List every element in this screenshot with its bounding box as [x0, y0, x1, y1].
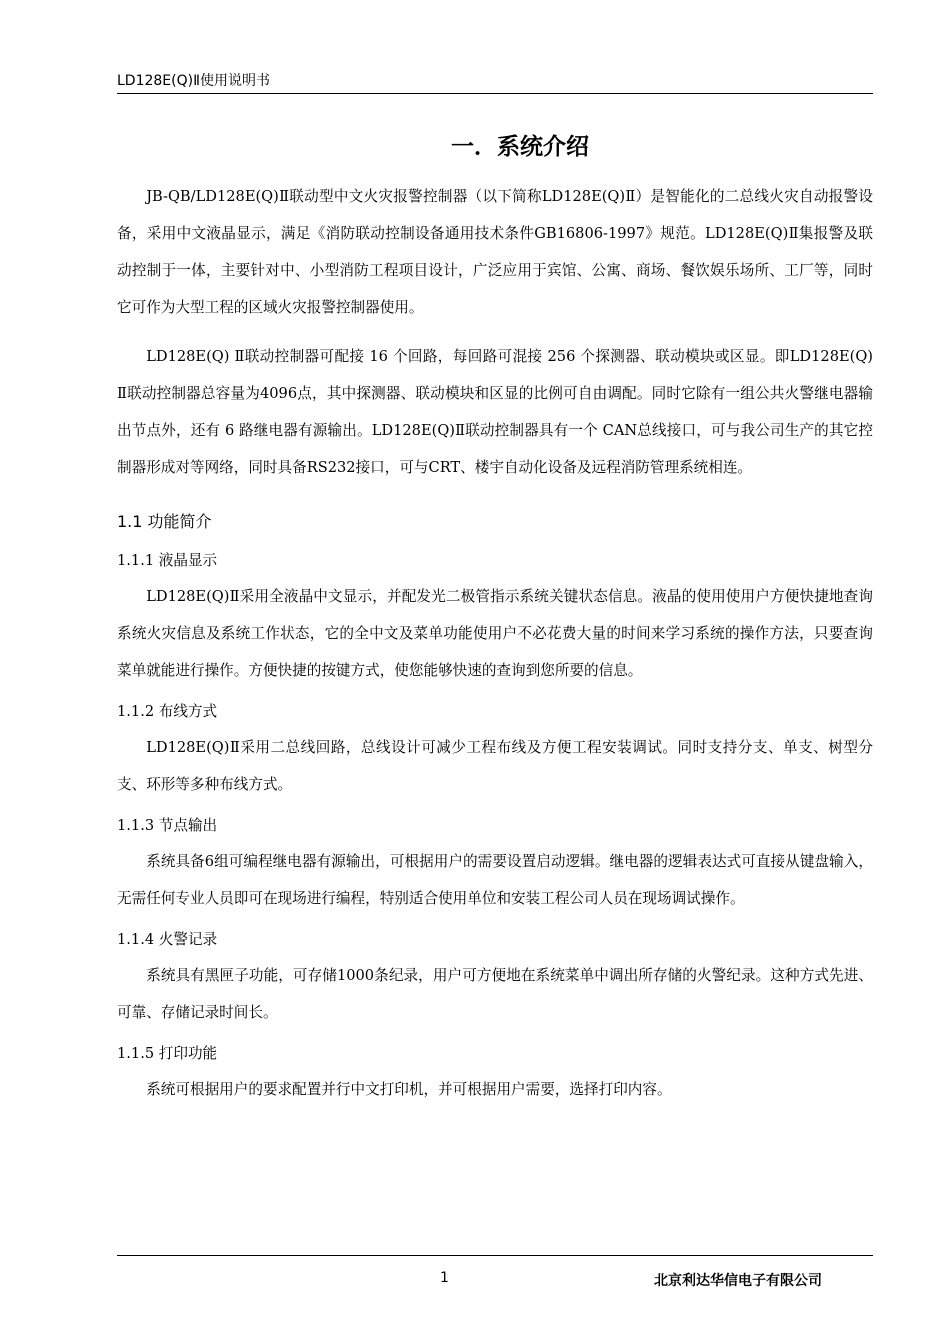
company-name: 北京利达华信电子有限公司: [654, 1273, 822, 1289]
subsection-paragraph: LD128E(Q)Ⅱ采用二总线回路，总线设计可减少工程布线及方便工程安装调试。同时支持分支、单支、树型分支、环形等多种布线方式。: [117, 739, 873, 793]
intro-paragraph: LD128E(Q) Ⅱ联动控制器可配接 16 个回路，每回路可混接 256 个探测器、联动模块或区显。即LD128E(Q) Ⅱ联动控制器总容量为4096点，其中探测器、联动模块和区显的比例可自由调配。同时它除有一组公共火警继电器输出节点外，还有 6 路继电器有源输出。LD128E(Q)Ⅱ联动控制器具有一个 CAN总线接口，可与我公司生产的其它控制器形成对等网络，同时具备RS232接口，可与CRT、楼宇自动化设备及远程消防管理系统相连。: [117, 348, 873, 476]
subsection-title: 1.1.2 布线方式: [117, 703, 218, 720]
subsection-title: 1.1.4 火警记录: [117, 931, 218, 948]
subsection-paragraph: 系统具备6组可编程继电器有源输出，可根据用户的需要设置启动逻辑。继电器的逻辑表达式可直接从键盘输入，无需任何专业人员即可在现场进行编程，特别适合使用单位和安装工程公司人员在现场调试操作。: [117, 853, 873, 907]
footer-rule: [117, 1255, 873, 1256]
page-number: 1: [440, 1270, 449, 1286]
section-title: 1.1 功能简介: [117, 512, 212, 531]
chapter-title: 一．系统介绍: [451, 134, 589, 160]
subsection-title: 1.1.1 液晶显示: [117, 552, 218, 569]
subsection-title: 1.1.3 节点输出: [117, 817, 218, 834]
header-rule: [117, 93, 873, 94]
subsection-paragraph: LD128E(Q)Ⅱ采用全液晶中文显示，并配发光二极管指示系统关键状态信息。液晶的使用使用户方便快捷地查询系统火灾信息及系统工作状态，它的全中文及菜单功能使用户不必花费大量的时间来学习系统的操作方法，只要查询菜单就能进行操作。方便快捷的按键方式，使您能够快速的查询到您所要的信息。: [117, 588, 873, 679]
subsection-paragraph: 系统具有黑匣子功能，可存储1000条纪录，用户可方便地在系统菜单中调出所存储的火警纪录。这种方式先进、可靠、存储记录时间长。: [117, 967, 873, 1021]
subsection-title: 1.1.5 打印功能: [117, 1045, 218, 1062]
running-header: LD128E(Q)Ⅱ使用说明书: [117, 73, 270, 89]
intro-paragraph: JB-QB/LD128E(Q)Ⅱ联动型中文火灾报警控制器（以下简称LD128E(Q)Ⅱ）是智能化的二总线火灾自动报警设备，采用中文液晶显示，满足《消防联动控制设备通用技术条件GB16806-1997》规范。LD128E(Q)Ⅱ集报警及联动控制于一体，主要针对中、小型消防工程项目设计，广泛应用于宾馆、公寓、商场、餐饮娱乐场所、工厂等，同时它可作为大型工程的区域火灾报警控制器使用。: [117, 188, 873, 316]
subsection-paragraph: 系统可根据用户的要求配置并行中文打印机，并可根据用户需要，选择打印内容。: [146, 1081, 672, 1098]
body-content: [117, 178, 873, 1108]
